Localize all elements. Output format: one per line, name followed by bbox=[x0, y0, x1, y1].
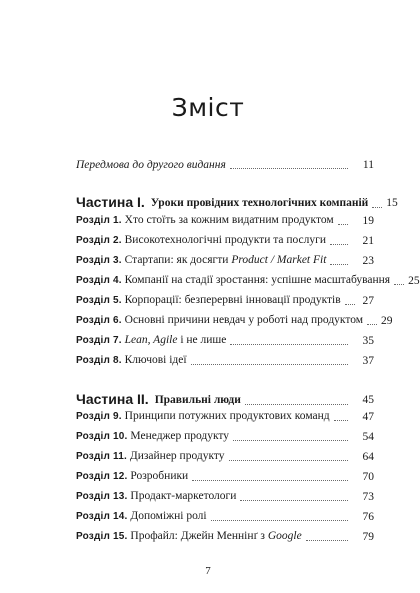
chapter-label: Розділ 12. bbox=[76, 471, 128, 482]
chapter-label: Розділ 5. bbox=[76, 295, 122, 306]
dot-leader bbox=[330, 244, 348, 245]
part-label: Частина I. bbox=[76, 194, 145, 210]
page-number: 21 bbox=[362, 235, 374, 247]
toc-chapter-row[interactable] bbox=[76, 448, 374, 464]
chapter-label: Розділ 10. bbox=[76, 431, 128, 442]
page-number: 25 bbox=[408, 275, 420, 287]
toc-chapter-row[interactable] bbox=[76, 488, 374, 504]
page-number: 27 bbox=[362, 295, 374, 307]
chapter-title: Профайл: Джейн Меннінґ з bbox=[130, 530, 268, 542]
dot-leader bbox=[230, 168, 348, 169]
chapter-label: Розділ 9. bbox=[76, 411, 122, 422]
dot-leader bbox=[240, 500, 348, 501]
chapter-label: Розділ 1. bbox=[76, 215, 122, 226]
chapter-title: Дизайнер продукту bbox=[129, 450, 225, 462]
dot-leader bbox=[229, 460, 348, 461]
part-title: Уроки провідних технологічних компаній bbox=[150, 197, 369, 209]
chapter-title: Основні причини невдач у роботі над продуктом bbox=[124, 314, 364, 326]
toc-chapter-row[interactable] bbox=[76, 508, 374, 524]
dot-leader bbox=[245, 404, 348, 405]
dot-leader bbox=[338, 224, 348, 225]
dot-leader bbox=[372, 207, 382, 208]
chapter-title: Компанії на стадії зростання: успішне масштабування bbox=[124, 274, 391, 286]
chapter-title-emphasis: Lean, Agile bbox=[124, 334, 178, 346]
page-number: 64 bbox=[362, 451, 374, 463]
chapter-title: Стартапи: як досягти bbox=[124, 254, 232, 266]
dot-leader bbox=[233, 440, 348, 441]
chapter-label: Розділ 3. bbox=[76, 255, 122, 266]
chapter-title: Розробники bbox=[130, 470, 189, 482]
chapter-label: Розділ 14. bbox=[76, 511, 128, 522]
toc-chapter-row[interactable] bbox=[76, 252, 374, 268]
page-number: 54 bbox=[362, 431, 374, 443]
chapter-title: Корпорації: безперервні інновації продуктів bbox=[124, 294, 341, 306]
chapter-label: Розділ 13. bbox=[76, 491, 128, 502]
toc-chapter-row[interactable] bbox=[76, 528, 374, 544]
page-number: 76 bbox=[362, 511, 374, 523]
page-title: Зміст bbox=[171, 93, 245, 122]
chapter-title: Високотехнологічні продукти та послуги bbox=[124, 234, 327, 246]
toc-chapter-row[interactable] bbox=[76, 468, 374, 484]
page-number: 79 bbox=[362, 531, 374, 543]
toc-chapter-row[interactable] bbox=[76, 352, 374, 368]
chapter-title: Допоміжні ролі bbox=[130, 510, 207, 522]
page-number: 11 bbox=[362, 159, 374, 171]
toc-part-1-row[interactable] bbox=[76, 191, 398, 211]
toc-chapter-row[interactable] bbox=[76, 292, 374, 308]
chapter-title: Продакт-маркетологи bbox=[130, 490, 237, 502]
page-number: 19 bbox=[362, 215, 374, 227]
toc-chapter-row[interactable] bbox=[76, 272, 420, 288]
chapter-label: Розділ 7. bbox=[76, 335, 122, 346]
toc-chapter-row[interactable] bbox=[76, 428, 374, 444]
chapter-title: Менеджер продукту bbox=[130, 430, 230, 442]
dot-leader bbox=[306, 540, 348, 541]
chapter-label: Розділ 6. bbox=[76, 315, 122, 326]
dot-leader bbox=[211, 520, 348, 521]
dot-leader bbox=[192, 480, 348, 481]
dot-leader bbox=[394, 284, 404, 285]
page-number: 15 bbox=[386, 197, 398, 209]
toc-chapter-row[interactable] bbox=[76, 312, 393, 328]
folio-page-number: 7 bbox=[205, 565, 211, 577]
page-number: 37 bbox=[362, 355, 374, 367]
dot-leader bbox=[230, 344, 348, 345]
dot-leader bbox=[367, 324, 377, 325]
chapter-title: Ключові ідеї bbox=[124, 354, 187, 366]
page-number: 70 bbox=[362, 471, 374, 483]
chapter-title-emphasis: Google bbox=[267, 530, 302, 542]
dot-leader bbox=[330, 264, 348, 265]
toc-chapter-row[interactable] bbox=[76, 408, 374, 424]
chapter-label: Розділ 11. bbox=[76, 451, 127, 462]
dot-leader bbox=[334, 420, 348, 421]
preface-label: Передмова до другого видання bbox=[76, 158, 230, 172]
toc-part-2-row[interactable] bbox=[76, 388, 374, 408]
toc-preface-row[interactable] bbox=[76, 156, 374, 172]
toc-chapter-row[interactable] bbox=[76, 332, 374, 348]
page-number: 47 bbox=[362, 411, 374, 423]
chapter-title: і не лише bbox=[177, 334, 227, 346]
chapter-label: Розділ 2. bbox=[76, 235, 122, 246]
chapter-label: Розділ 8. bbox=[76, 355, 122, 366]
toc-chapter-row[interactable] bbox=[76, 232, 374, 248]
part-title: Правильні люди bbox=[154, 394, 241, 406]
page-number: 35 bbox=[362, 335, 374, 347]
chapter-title: Принципи потужних продуктових команд bbox=[124, 410, 330, 422]
chapter-label: Розділ 15. bbox=[76, 531, 128, 542]
chapter-title-emphasis: Product / Market Fit bbox=[231, 254, 327, 266]
page-number: 45 bbox=[362, 394, 374, 406]
dot-leader bbox=[191, 364, 348, 365]
chapter-label: Розділ 4. bbox=[76, 275, 122, 286]
dot-leader bbox=[345, 304, 355, 305]
page-number: 23 bbox=[362, 255, 374, 267]
part-label: Частина II. bbox=[76, 391, 149, 407]
chapter-title: Хто стоїть за кожним видатним продуктом bbox=[124, 214, 334, 226]
page-number: 29 bbox=[381, 315, 393, 327]
toc-chapter-row[interactable] bbox=[76, 212, 374, 228]
page-number: 73 bbox=[362, 491, 374, 503]
